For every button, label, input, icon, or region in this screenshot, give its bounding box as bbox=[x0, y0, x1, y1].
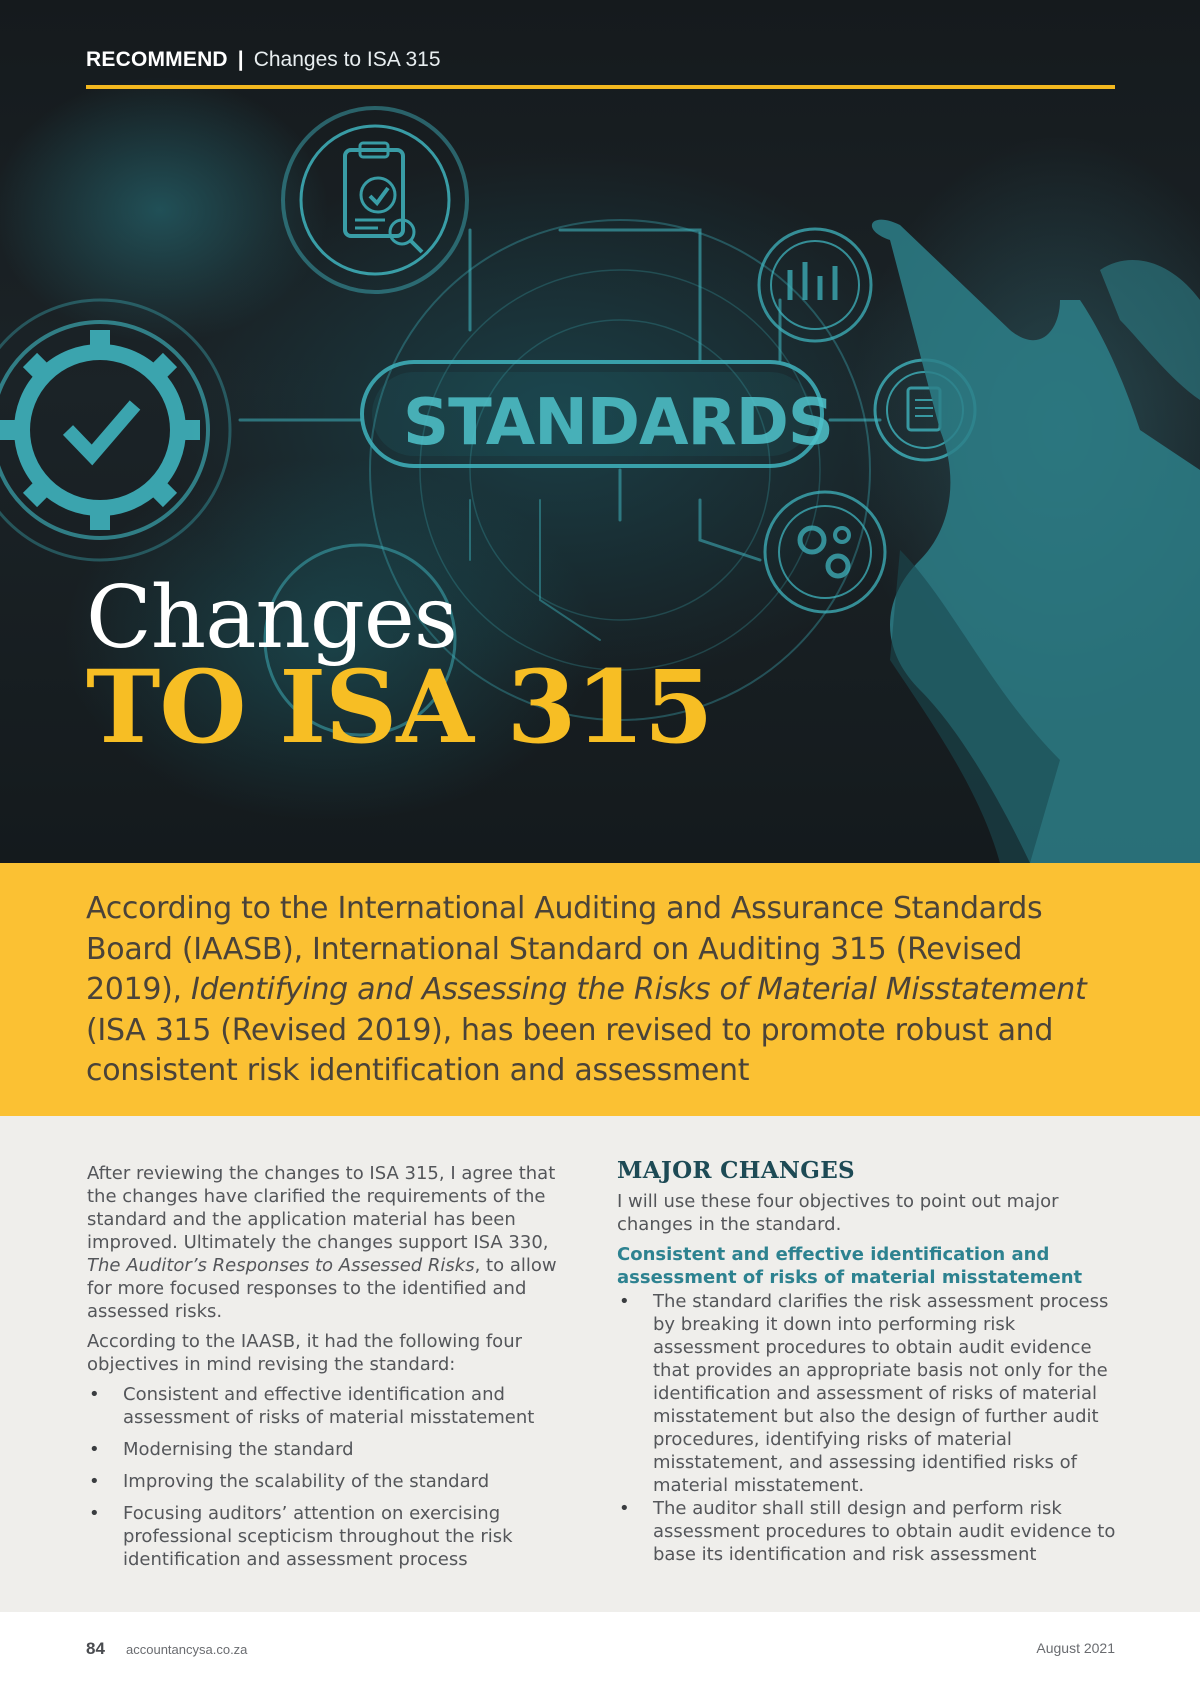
bullet-icon: • bbox=[619, 1291, 630, 1312]
bullet-icon: • bbox=[89, 1439, 100, 1460]
subsection-heading: Consistent and effective identification and assessment of risks of material misstatement bbox=[617, 1244, 1083, 1288]
list-item: • Improving the scalability of the standard bbox=[89, 1471, 490, 1492]
page-number: 84 bbox=[86, 1639, 105, 1658]
changes-list bbox=[617, 1290, 1117, 1566]
chart-icon bbox=[759, 229, 871, 341]
intro-standfirst bbox=[0, 863, 1200, 1116]
gear-check-icon bbox=[0, 300, 230, 560]
issue-date: August 2021 bbox=[1036, 1640, 1115, 1656]
objectives-list bbox=[87, 1383, 577, 1571]
bullet-icon: • bbox=[619, 1498, 630, 1519]
article-title-line2: TO ISA 315 bbox=[86, 648, 713, 766]
section-heading: MAJOR CHANGES bbox=[617, 1157, 855, 1184]
header-rule bbox=[86, 85, 1115, 89]
article-body bbox=[0, 1116, 1200, 1612]
svg-text:STANDARDS: STANDARDS bbox=[402, 386, 834, 460]
body-paragraph: I will use these four objectives to point out major changes in the standard. bbox=[617, 1191, 1059, 1235]
header-topic: Changes to ISA 315 bbox=[253, 48, 441, 71]
intro-text: According to the International Auditing and Assurance Standards Board (IAASB), International Standard on Auditing 315 (Revised 2019), Identifying and Assessing the Risks of Material Misstatement (ISA 315 (Revised 2019), has been revised to promote robust and consistent risk identification and assessment bbox=[86, 891, 1087, 1088]
cogs-icon bbox=[765, 492, 885, 612]
standards-pill bbox=[362, 362, 833, 466]
section-label: RECOMMEND bbox=[86, 48, 228, 71]
article-title-line1: Changes bbox=[86, 568, 457, 668]
left-column bbox=[87, 1162, 577, 1580]
clipboard-check-icon bbox=[283, 108, 467, 292]
right-column bbox=[617, 1157, 1117, 1566]
website-link[interactable]: accountancysa.co.za bbox=[126, 1642, 248, 1657]
header-separator: | bbox=[237, 48, 244, 71]
bullet-icon: • bbox=[89, 1471, 100, 1492]
body-paragraph: According to the IAASB, it had the following four objectives in mind revising the standard: bbox=[87, 1331, 523, 1375]
list-item: • Focusing auditors’ attention on exercising professional scepticism throughout the risk identification and assessment process bbox=[89, 1503, 513, 1570]
bullet-icon: • bbox=[89, 1503, 100, 1524]
list-item: • The auditor shall still design and perform risk assessment procedures to obtain audit evidence to base its identification and risk assessment bbox=[619, 1498, 1116, 1565]
body-paragraph: After reviewing the changes to ISA 315, I agree that the changes have clarified the requirements of the standard and the application material has been improved. Ultimately the changes support ISA 330, The Auditor’s Responses to Assessed Risks, to allow for more focused responses to the identified and assessed risks. bbox=[87, 1163, 557, 1322]
bullet-icon: • bbox=[89, 1384, 100, 1405]
running-header bbox=[86, 46, 441, 74]
list-item: • Modernising the standard bbox=[89, 1439, 354, 1460]
list-item: • Consistent and effective identification and assessment of risks of material misstatement bbox=[89, 1384, 535, 1428]
list-item: • The standard clarifies the risk assessment process by breaking it down into performing risk assessment procedures to obtain audit evidence that provides an appropriate basis not only for the identification and assessment of risks of material misstatement but also the design of further audit procedures, identifying risks of material misstatement, and assessing identified risks of material misstatement. bbox=[619, 1291, 1109, 1496]
page-footer bbox=[0, 1612, 1200, 1696]
